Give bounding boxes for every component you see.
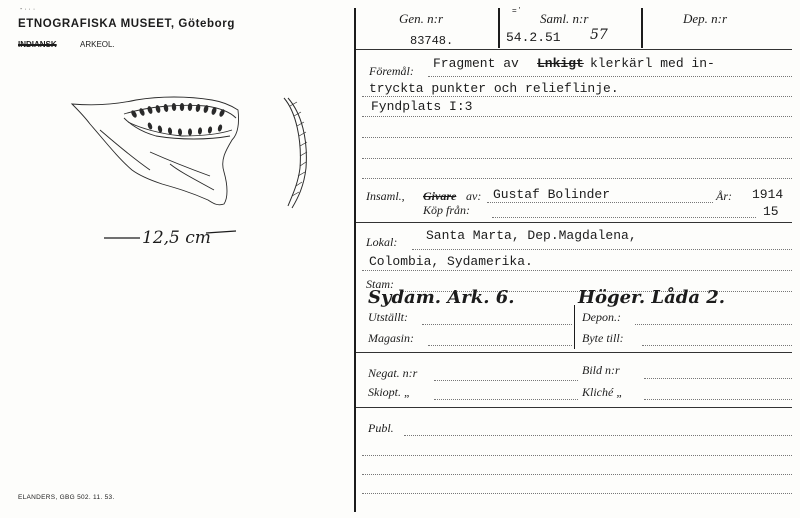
foremal-line-5 bbox=[362, 158, 792, 159]
kop-label: Köp från: bbox=[423, 203, 471, 217]
kop-line bbox=[492, 217, 756, 218]
foremal-line-4 bbox=[362, 137, 792, 138]
negat-label: Negat. n:r bbox=[368, 366, 418, 380]
foremal-line-1 bbox=[428, 76, 792, 77]
header-bottom-line bbox=[356, 49, 792, 50]
insaml-value: Gustaf Bolinder bbox=[493, 187, 611, 202]
insaml-label: Insaml., bbox=[366, 189, 405, 203]
utstallt-divider bbox=[574, 305, 575, 349]
gen-saml-divider bbox=[498, 8, 500, 48]
magasin-bottom-line bbox=[356, 352, 792, 353]
negat-line bbox=[434, 380, 578, 381]
kliche-line bbox=[644, 399, 792, 400]
saml-label: Saml. n:r bbox=[540, 11, 589, 26]
stam-handwritten-left: Sydam. Ark. 6. bbox=[368, 287, 515, 308]
foremal-line1-a: Fragment av bbox=[433, 56, 519, 71]
lokal-line-1 bbox=[412, 249, 792, 250]
scale-label: 12,5 cm bbox=[142, 228, 211, 248]
publ-line-3 bbox=[362, 474, 792, 475]
saml-hand: 57 bbox=[590, 27, 608, 43]
skiopt-label: Skiopt. „ bbox=[368, 385, 411, 399]
publ-label: Publ. bbox=[368, 421, 394, 435]
publ-line-2 bbox=[362, 455, 792, 456]
foremal-line1-b: klerkärl med in- bbox=[590, 56, 715, 71]
publ-line-1 bbox=[404, 435, 792, 436]
institution-name: ETNOGRAFISKA MUSEET, Göteborg bbox=[18, 18, 235, 30]
magasin-label: Magasin: bbox=[368, 331, 414, 345]
bild-label: Bild n:r bbox=[582, 363, 620, 377]
foremal-line-2 bbox=[362, 96, 792, 97]
lokal-label: Lokal: bbox=[366, 235, 398, 249]
byte-till-line bbox=[642, 345, 792, 346]
foremal-struck: Lnkigt bbox=[537, 56, 584, 71]
publ-line-4 bbox=[362, 493, 792, 494]
department-struck: INDIANSK bbox=[18, 40, 57, 49]
depon-line bbox=[635, 324, 792, 325]
stam-handwritten-right: Höger. Låda 2. bbox=[578, 287, 726, 308]
header-small-mark: - · · · bbox=[20, 6, 36, 13]
foremal-line3: Fyndplats I:3 bbox=[371, 99, 473, 114]
foremal-label: Föremål: bbox=[369, 64, 414, 78]
saml-value: 54.2.51 bbox=[506, 30, 561, 45]
utstallt-label: Utställt: bbox=[368, 310, 409, 324]
skiopt-bottom-line bbox=[356, 407, 792, 408]
bild-line bbox=[644, 378, 792, 379]
department: ARKEOL. bbox=[80, 40, 115, 49]
insaml-line bbox=[487, 202, 713, 203]
ar-value: 1914 bbox=[752, 187, 784, 202]
ar-label: År: bbox=[716, 189, 732, 203]
kop-value: 15 bbox=[763, 204, 779, 219]
dep-label: Dep. n:r bbox=[683, 11, 728, 26]
lokal-line-2 bbox=[362, 270, 792, 271]
foremal-line-3 bbox=[362, 116, 792, 117]
skiopt-line bbox=[434, 399, 578, 400]
utstallt-line bbox=[422, 324, 572, 325]
saml-dep-divider bbox=[641, 8, 643, 48]
byte-till-label: Byte till: bbox=[582, 331, 624, 345]
gen-value: 83748. bbox=[410, 34, 454, 48]
gen-label: Gen. n:r bbox=[399, 11, 444, 26]
lokal-line2: Colombia, Sydamerika. bbox=[369, 254, 533, 269]
lokal-line1: Santa Marta, Dep.Magdalena, bbox=[426, 228, 637, 243]
printer-note: ELANDERS, GBG 502. 11. 53. bbox=[18, 494, 115, 501]
stam-label: Stam: bbox=[366, 277, 394, 291]
insaml-label-struck: Givare bbox=[423, 189, 457, 203]
magasin-line bbox=[428, 345, 572, 346]
form-left-border bbox=[354, 8, 356, 512]
saml-mark: = ' bbox=[512, 6, 521, 15]
insaml-bottom-line bbox=[356, 222, 792, 223]
insaml-label-av: av: bbox=[466, 189, 482, 203]
depon-label: Depon.: bbox=[582, 310, 621, 324]
foremal-line-6 bbox=[362, 178, 792, 179]
foremal-line2: tryckta punkter och relieflinje. bbox=[369, 81, 619, 96]
kliche-label: Kliché „ bbox=[582, 385, 623, 399]
